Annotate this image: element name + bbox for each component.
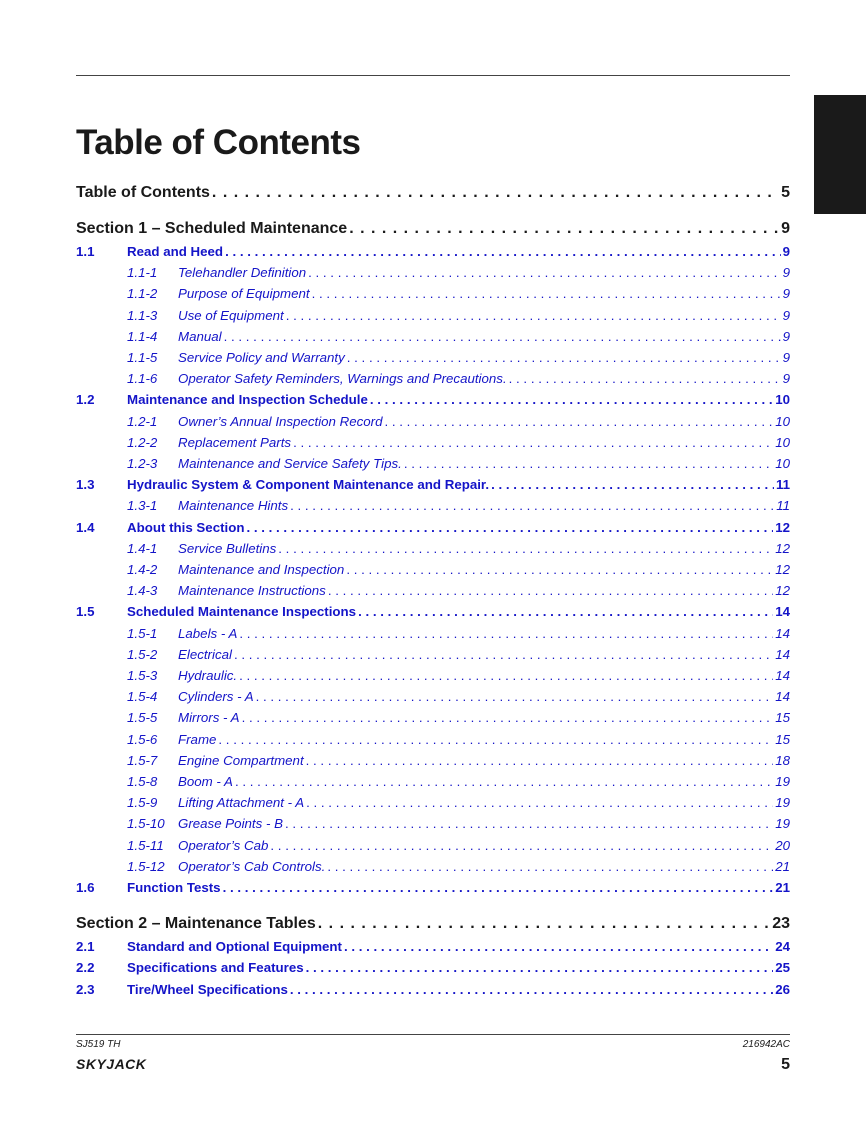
toc-page-number: 14 [775,668,790,683]
toc-number: 1.5-4 [127,689,158,704]
toc-number: 1.1-1 [127,265,158,280]
toc-number: 1.1-6 [127,371,158,386]
toc-page-number: 9 [782,308,790,323]
toc-number: 1.5-2 [127,647,158,662]
toc-label: Operator’s Cab [178,838,269,853]
toc-page-number: 9 [781,220,790,237]
toc-entry[interactable] [76,244,790,262]
dot-leader [347,350,781,365]
toc-number: 1.5 [76,604,95,619]
toc-entry[interactable] [76,982,790,1000]
toc-label: Service Bulletins [178,541,277,556]
dot-leader [318,915,770,933]
toc-number: 1.2-3 [127,456,158,471]
toc-subentry[interactable] [76,308,790,326]
toc-subentry[interactable] [76,562,790,580]
dot-leader [306,795,773,810]
toc-label: Hydraulic System & Component Maintenance and Repair. [127,477,490,492]
toc-label: Manual [178,329,222,344]
toc-label: Frame [178,732,217,747]
dot-leader [234,647,773,662]
toc-number: 1.5-7 [127,753,158,768]
toc-number: 1.1-3 [127,308,158,323]
dot-leader [223,880,774,895]
toc-label: Grease Points - B [178,816,283,831]
toc-subentry[interactable] [76,774,790,792]
toc-number: 1.2-2 [127,435,158,450]
toc-label: Engine Compartment [178,753,304,768]
toc-number: 1.1 [76,244,95,259]
dot-leader [306,753,774,768]
toc-page-number: 19 [775,774,790,789]
toc-page-number: 10 [775,435,790,450]
toc-label: Cylinders - A [178,689,254,704]
toc-entry[interactable] [76,604,790,622]
toc-number: 1.4-3 [127,583,158,598]
toc-number: 1.1-2 [127,286,158,301]
dot-leader [404,456,773,471]
toc-subentry[interactable] [76,816,790,834]
toc-entry[interactable] [76,960,790,978]
toc-label: Maintenance and Service Safety Tips. [178,456,402,471]
toc-page-number: 12 [775,541,790,556]
toc-page-number: 5 [781,184,790,201]
toc-page-number: 9 [782,244,790,259]
toc-page-number: 14 [775,604,790,619]
toc-subentry[interactable] [76,732,790,750]
dot-leader [256,689,774,704]
toc-subentry[interactable] [76,753,790,771]
toc-page-number: 9 [782,350,790,365]
toc-label: Table of Contents [76,184,210,201]
dot-leader [306,960,774,975]
toc-page-number: 24 [775,939,790,954]
toc-entry[interactable] [76,477,790,495]
toc-section-heading [76,184,790,206]
dot-leader [349,220,779,238]
toc-subentry[interactable] [76,626,790,644]
toc-number: 1.5-1 [127,626,158,641]
toc-label: Mirrors - A [178,710,240,725]
toc-subentry[interactable] [76,286,790,304]
toc-subentry[interactable] [76,583,790,601]
toc-page-number: 25 [775,960,790,975]
toc-subentry[interactable] [76,414,790,432]
toc-label: Labels - A [178,626,238,641]
section-tab-marker [814,95,866,214]
dot-leader [239,668,773,683]
toc-page-number: 20 [775,838,790,853]
page-number: 5 [781,1056,790,1073]
toc-number: 1.3 [76,477,95,492]
dot-leader [346,562,773,577]
toc-number: 1.6 [76,880,95,895]
toc-page-number: 19 [775,795,790,810]
toc-number: 1.5-5 [127,710,158,725]
dot-leader [242,710,774,725]
toc-number: 1.5-10 [127,816,165,831]
dot-leader [358,604,773,619]
toc-entry[interactable] [76,939,790,957]
toc-section-heading [76,915,790,937]
toc-subentry[interactable] [76,795,790,813]
skyjack-logo: SKYJACK [76,1056,147,1072]
toc-label: Service Policy and Warranty [178,350,345,365]
toc-label: Lifting Attachment - A [178,795,305,810]
toc-number: 1.1-4 [127,329,158,344]
toc-page-number: 15 [775,732,790,747]
toc-label: Purpose of Equipment [178,286,310,301]
dot-leader [327,859,773,874]
toc-number: 1.4-2 [127,562,158,577]
toc-subentry[interactable] [76,265,790,283]
dot-leader [235,774,773,789]
toc-page-number: 9 [782,265,790,280]
toc-page-number: 10 [775,456,790,471]
dot-leader [491,477,774,492]
toc-page-number: 23 [772,915,790,932]
toc-label: Electrical [178,647,232,662]
toc-page-number: 14 [775,626,790,641]
toc-subentry[interactable] [76,498,790,516]
toc-subentry[interactable] [76,435,790,453]
toc-page-number: 10 [775,392,790,407]
dot-leader [218,732,773,747]
header-rule [76,75,790,76]
toc-number: 1.4 [76,520,95,535]
toc-number: 1.5-3 [127,668,158,683]
toc-number: 1.2-1 [127,414,158,429]
toc-label: Operator Safety Reminders, Warnings and Precautions. [178,371,507,386]
toc-page-number: 26 [775,982,790,997]
toc-number: 1.1-5 [127,350,158,365]
toc-subentry[interactable] [76,456,790,474]
dot-leader [293,435,773,450]
toc-label: Scheduled Maintenance Inspections [127,604,357,619]
dot-leader [212,184,779,202]
toc-page-number: 18 [775,753,790,768]
toc-page-number: 10 [775,414,790,429]
toc-number: 2.2 [76,960,95,975]
dot-leader [290,982,773,997]
toc-entry[interactable] [76,520,790,538]
toc-page-number: 19 [775,816,790,831]
toc-label: Tire/Wheel Specifications [127,982,288,997]
dot-leader [225,244,781,259]
toc-page-number: 11 [776,498,790,513]
dot-leader [224,329,781,344]
toc-subentry[interactable] [76,350,790,368]
toc-subentry[interactable] [76,710,790,728]
toc-page-number: 12 [775,520,790,535]
dot-leader [370,392,773,407]
toc-subentry[interactable] [76,668,790,686]
dot-leader [239,626,773,641]
dot-leader [312,286,781,301]
dot-leader [285,816,773,831]
toc-page-number: 9 [782,286,790,301]
toc-page-number: 14 [775,689,790,704]
dot-leader [509,371,781,386]
toc-label: Replacement Parts [178,435,292,450]
toc-label: Standard and Optional Equipment [127,939,342,954]
toc-page-number: 14 [775,647,790,662]
toc-subentry[interactable] [76,329,790,347]
toc-label: Owner’s Annual Inspection Record [178,414,383,429]
toc-entry[interactable] [76,880,790,898]
toc-number: 1.5-8 [127,774,158,789]
toc-page-number: 21 [775,880,790,895]
toc-page-number: 9 [782,371,790,386]
toc-section-heading [76,220,790,242]
dot-leader [328,583,773,598]
toc-subentry[interactable] [76,689,790,707]
dot-leader [270,838,773,853]
toc-label: Specifications and Features [127,960,304,975]
toc-number: 1.4-1 [127,541,158,556]
toc-page-number: 11 [775,477,790,492]
toc-label: Boom - A [178,774,233,789]
toc-number: 1.5-9 [127,795,158,810]
toc-page-number: 15 [775,710,790,725]
toc-page-number: 9 [782,329,790,344]
dot-leader [290,498,774,513]
toc-label: Section 1 – Scheduled Maintenance [76,220,348,237]
toc-subentry[interactable] [76,371,790,389]
toc-label: Maintenance Instructions [178,583,326,598]
toc-number: 1.3-1 [127,498,158,513]
toc-subentry[interactable] [76,647,790,665]
toc-page-number: 12 [775,583,790,598]
toc-page-number: 21 [775,859,790,874]
dot-leader [385,414,774,429]
toc-label: Maintenance and Inspection Schedule [127,392,368,407]
dot-leader [308,265,780,280]
toc-subentry[interactable] [76,838,790,856]
footer-doc-number: 216942AC [742,1039,790,1050]
toc-label: Telehandler Definition [178,265,307,280]
toc-label: Read and Heed [127,244,224,259]
dot-leader [278,541,773,556]
toc-number: 1.5-6 [127,732,158,747]
toc-label: Operator’s Cab Controls. [178,859,326,874]
toc-label: Maintenance Hints [178,498,289,513]
dot-leader [246,520,773,535]
toc-number: 2.1 [76,939,95,954]
toc-subentry[interactable] [76,541,790,559]
toc-label: Section 2 – Maintenance Tables [76,915,316,932]
toc-label: Use of Equipment [178,308,284,323]
toc-page-number: 12 [775,562,790,577]
toc-number: 1.2 [76,392,95,407]
dot-leader [344,939,773,954]
page-title: Table of Contents [76,123,361,162]
toc-number: 1.5-11 [127,838,164,853]
dot-leader [286,308,781,323]
toc-number: 2.3 [76,982,95,997]
toc-entry[interactable] [76,392,790,410]
toc-subentry[interactable] [76,859,790,877]
toc-label: Hydraulic. [178,668,238,683]
toc-label: Maintenance and Inspection [178,562,345,577]
toc-label: Function Tests [127,880,221,895]
footer-model: SJ519 TH [76,1039,121,1050]
footer-rule [76,1034,790,1035]
toc-label: About this Section [127,520,245,535]
toc-number: 1.5-12 [127,859,165,874]
